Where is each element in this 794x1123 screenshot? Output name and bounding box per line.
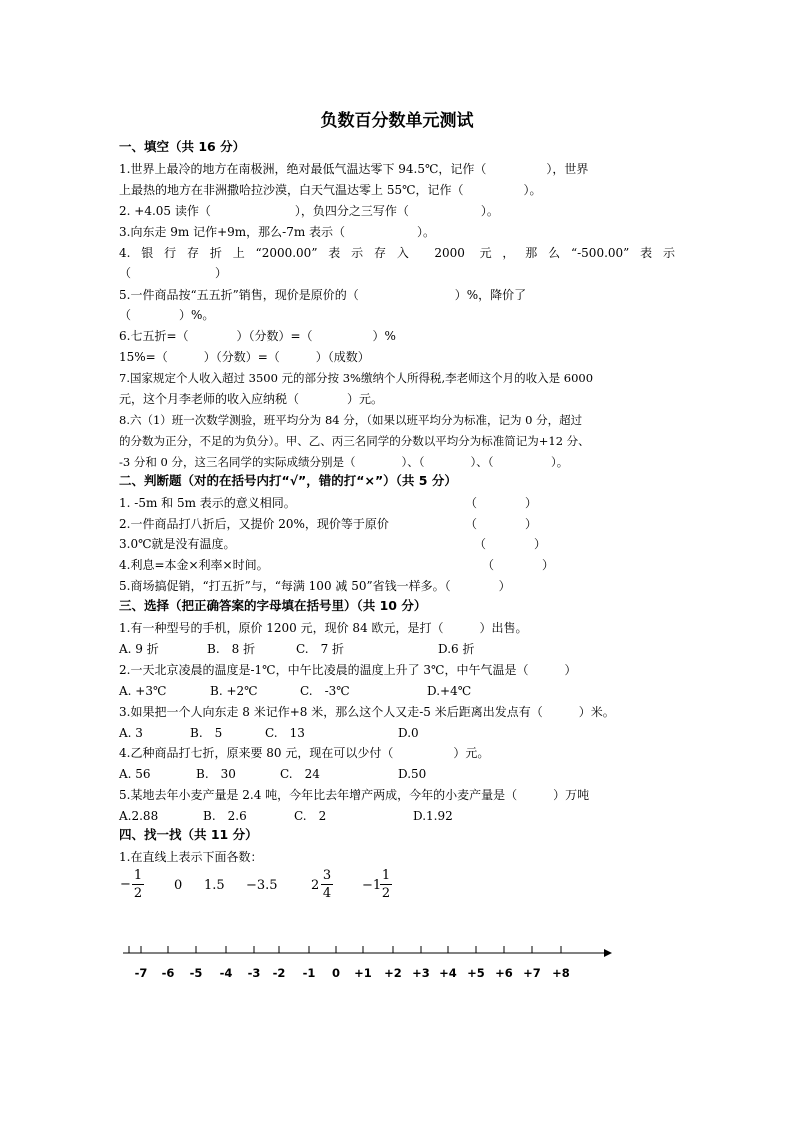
section-1-heading: 一、填空（共 16 分） xyxy=(119,139,246,154)
s2-q2: 2.一件商品打八折后，又提价 20%，现价等于原价 xyxy=(119,517,389,531)
s2-q1-answer-parens: （ ） xyxy=(465,496,538,510)
s3-q3-option-b: B. 5 xyxy=(190,726,223,740)
s3-q5-option-d: D.1.92 xyxy=(413,809,453,823)
s2-q3: 3.0℃就是没有温度。 xyxy=(119,537,236,551)
s1-q4-line2: （ ） xyxy=(119,266,228,280)
s3-q4-option-a: A. 56 xyxy=(119,767,151,781)
s2-q4-answer-parens: （ ） xyxy=(482,558,555,572)
s2-q3-answer-parens: （ ） xyxy=(474,537,547,551)
s1-q1-line1: 1.世界上最冷的地方在南极洲，绝对最低气温达零下 94.5℃，记作（ ），世界 xyxy=(119,162,589,176)
s3-q2-option-b: B. +2℃ xyxy=(210,684,258,698)
s3-q1-option-c: C. 7 折 xyxy=(296,642,345,656)
number-line-label: +2 xyxy=(384,966,402,980)
number-one-point-five: 1.5 xyxy=(204,878,225,893)
number-minus-half-sign: − xyxy=(120,877,131,892)
s3-q2: 2.一天北京凌晨的温度是-1℃，中午比凌晨的温度上升了 3℃，中午气温是（ ） xyxy=(119,663,577,677)
s3-q1-option-b: B. 8 折 xyxy=(207,642,256,656)
s1-q8-line2: 的分数为正分，不足的为负分）。甲、乙、丙三名同学的分数以平均分为标准简记为+12 分、 xyxy=(119,434,590,448)
number-minus-three-point-five: −3.5 xyxy=(246,878,278,893)
fraction-denominator: 4 xyxy=(322,886,332,901)
number-line-label: -6 xyxy=(161,966,175,980)
number-line-label: +1 xyxy=(354,966,372,980)
s3-q4: 4.乙种商品打七折，原来要 80 元，现在可以少付（ ）元。 xyxy=(119,746,490,760)
s4-q1: 1.在直线上表示下面各数： xyxy=(119,850,263,864)
s3-q4-option-c: C. 24 xyxy=(280,767,320,781)
s3-q1-option-a: A. 9 折 xyxy=(119,642,159,656)
s1-q7-line1: 7.国家规定个人收入超过 3500 元的部分按 3%缴纳个人所得税,李老师这个月的收入是 6000 xyxy=(119,371,594,385)
number-line-label: 0 xyxy=(331,966,340,980)
s1-q5-line1: 5.一件商品按“五五折”销售，现价是原价的（ ）%，降价了 xyxy=(119,288,527,302)
number-line-label: +3 xyxy=(412,966,430,980)
s3-q3: 3.如果把一个人向东走 8 米记作+8 米，那么这个人又走-5 米后距离出发点有（ ）米。 xyxy=(119,705,615,719)
s1-q7-line2: 元，这个月李老师的收入应纳税（ ）元。 xyxy=(119,392,384,406)
number-line-label: -1 xyxy=(302,966,316,980)
s1-q1-line2: 上最热的地方在非洲撒哈拉沙漠，白天气温达零上 55℃，记作（ ）。 xyxy=(119,183,542,197)
s1-q8-line3: -3 分和 0 分，这三名同学的实际成绩分别是（ ）、（ ）、（ ）。 xyxy=(119,455,569,469)
s3-q2-option-a: A. +3℃ xyxy=(119,684,167,698)
page-title: 负数百分数单元测试 xyxy=(320,111,474,131)
number-minus-one-half-whole: −1 xyxy=(362,878,382,893)
number-line-label: +6 xyxy=(495,966,513,980)
number-line-label: -4 xyxy=(219,966,233,980)
s2-q5: 5.商场搞促销，“打五折”与，“每满 100 减 50”省钱一样多。（ ） xyxy=(119,579,511,593)
section-4-heading: 四、找一找（共 11 分） xyxy=(119,827,258,842)
s1-q5-line2: （ ）%。 xyxy=(119,308,215,322)
s1-q2: 2. +4.05 读作（ ），负四分之三写作（ ）。 xyxy=(119,204,499,218)
s3-q3-option-a: A. 3 xyxy=(119,726,143,740)
number-two-three-quarters-whole: 2 xyxy=(311,878,320,893)
s3-q4-option-b: B. 30 xyxy=(196,767,236,781)
s3-q5-option-b: B. 2.6 xyxy=(203,809,247,823)
s3-q5: 5.某地去年小麦产量是 2.4 吨，今年比去年增产两成，今年的小麦产量是（ ）万吨 xyxy=(119,788,590,802)
number-line-label: -2 xyxy=(272,966,286,980)
s3-q5-option-a: A.2.88 xyxy=(119,809,159,823)
s3-q5-option-c: C. 2 xyxy=(294,809,327,823)
s3-q3-option-c: C. 13 xyxy=(265,726,305,740)
s3-q4-option-d: D.50 xyxy=(398,767,427,781)
section-2-heading: 二、判断题（对的在括号内打“√”，错的打“×”）（共 5 分） xyxy=(119,473,457,488)
s1-q3: 3.向东走 9m 记作+9m，那么-7m 表示（ ）。 xyxy=(119,225,436,239)
section-3-heading: 三、选择（把正确答案的字母填在括号里）（共 10 分） xyxy=(119,598,427,613)
number-line-label: +5 xyxy=(467,966,485,980)
s2-q2-answer-parens: （ ） xyxy=(465,517,538,531)
s2-q4: 4.利息=本金×利率×时间。 xyxy=(119,558,269,572)
number-line-label: +8 xyxy=(552,966,570,980)
number-zero: 0 xyxy=(174,878,183,893)
s1-q4-line1: 4.银行存折上“2000.00”表示存入 2000 元，那么“-500.00”表示 xyxy=(119,246,675,260)
s3-q3-option-d: D.0 xyxy=(398,726,419,740)
fraction-numerator: 1 xyxy=(381,868,391,883)
number-line-label: +7 xyxy=(523,966,541,980)
s2-q1: 1. -5m 和 5m 表示的意义相同。 xyxy=(119,496,296,510)
arrow-right-icon xyxy=(604,949,612,957)
number-line-label: -7 xyxy=(134,966,148,980)
s3-q2-option-c: C. -3℃ xyxy=(300,684,350,698)
s1-q6-line2: 15%=（ ）（分数）=（ ）（成数） xyxy=(119,350,370,364)
number-line-label: -3 xyxy=(247,966,261,980)
fraction-numerator: 1 xyxy=(133,868,143,883)
s1-q8-line1: 8.六（1）班一次数学测验，班平均分为 84 分，（如果以班平均分为标准，记为 0 分，超过 xyxy=(119,413,583,427)
number-line-label: -5 xyxy=(189,966,203,980)
fraction-denominator: 2 xyxy=(133,886,143,901)
number-line-label: +4 xyxy=(439,966,457,980)
s3-q1: 1.有一种型号的手机，原价 1200 元，现价 84 欧元，是打（ ）出售。 xyxy=(119,621,528,635)
fraction-numerator: 3 xyxy=(322,868,332,883)
number-line-ticks xyxy=(129,946,561,953)
s1-q6-line1: 6.七五折=（ ）（分数）=（ ）% xyxy=(119,329,396,343)
s3-q2-option-d: D.+4℃ xyxy=(427,684,472,698)
fraction-denominator: 2 xyxy=(381,886,391,901)
s3-q1-option-d: D.6 折 xyxy=(438,642,475,656)
